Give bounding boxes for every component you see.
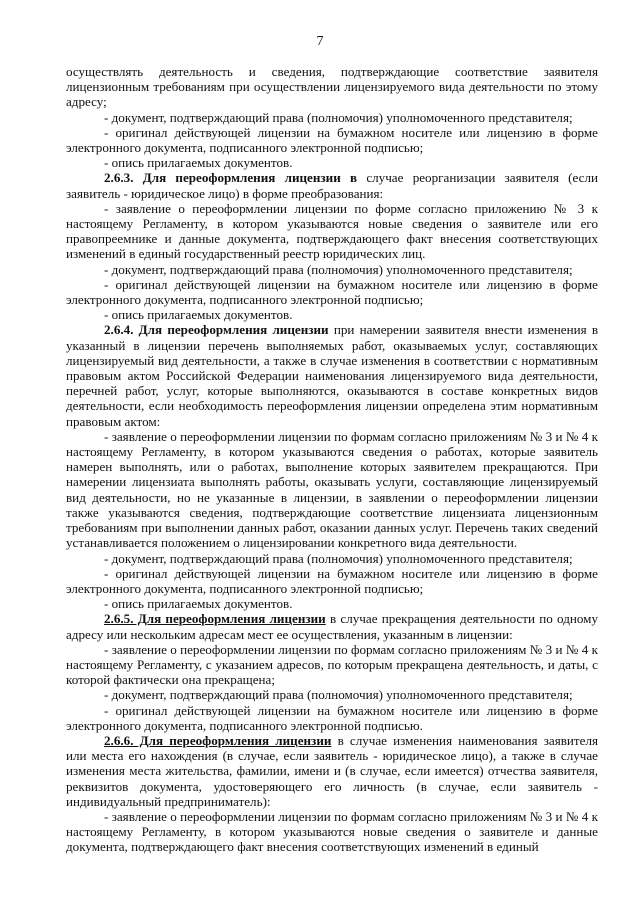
- paragraph-text: - заявление о переоформлении лицензии по формам согласно приложениям № 3 и № 4 к настоящему Регламенту, в котором указываются сведения о работах, которые заявитель намерен выполнять, или о работах, выполнение которых заявителем прекращаются. При намерении лицензиата выполнять работы, оказывать услуги, составляющие лицензируемый вид деятельности, но не указанные в лицензии, в заявлении о переоформлении лицензии также указываются сведения, подтверждающие соответствие лицензиата лицензионным требованиям при выполнении данных работ, оказании данных услуг. Перечень таких сведений устанавливается положением о лицензировании конкретного вида деятельности.: [66, 428, 598, 551]
- paragraph-text: случае реорганизации заявителя (если заявитель - юридическое лицо) в форме преобразования:: [66, 170, 598, 201]
- paragraph-text: - документ, подтверждающий права (полномочия) уполномоченного представителя;: [104, 261, 573, 277]
- paragraph: [66, 155, 598, 170]
- section-paragraph: [66, 733, 598, 809]
- section-heading: 2.6.5. Для переоформления лицензии: [104, 611, 326, 627]
- paragraph: [66, 110, 598, 125]
- section-paragraph: [66, 322, 598, 428]
- page-number: 7: [316, 34, 324, 49]
- paragraph: [66, 307, 598, 322]
- section-paragraph: [66, 611, 598, 641]
- paragraph-text: - опись прилагаемых документов.: [104, 307, 293, 323]
- paragraph-text: - оригинал действующей лицензии на бумажном носителе или лицензию в форме электронного документа, подписанного электронной подписью.: [66, 702, 598, 733]
- paragraph-text: при намерении заявителя внести изменения в указанный в лицензии перечень выполняемых работ, оказываемых услуг, составляющих лицензируемый вид деятельности, а также в случае изменения в соответствии с нормативным правовым актом Российской Федерации наименования лицензируемого вида деятельности, перечней работ, услуг, которые выполняются, оказываются в составе конкретных видов деятельности, если необходимость переоформления лицензии определена этим нормативным правовым актом:: [66, 322, 598, 429]
- paragraph: [66, 551, 598, 566]
- paragraph: [66, 642, 598, 688]
- paragraph: [66, 809, 598, 855]
- paragraph-text: - оригинал действующей лицензии на бумажном носителе или лицензию в форме электронного документа, подписанного электронной подписью;: [66, 565, 598, 596]
- paragraph-text: - документ, подтверждающий права (полномочия) уполномоченного представителя;: [104, 687, 573, 703]
- paragraph: [66, 566, 598, 596]
- paragraph: [66, 277, 598, 307]
- paragraph-text: - заявление о переоформлении лицензии по формам согласно приложениям № 3 и № 4 к настоящему Регламенту, в котором указываются новые сведения о заявителе и данные документа, подтверждающего факт внесения соответствующих изменений в единый: [66, 808, 598, 855]
- paragraph: [66, 687, 598, 702]
- paragraph-text: осуществлять деятельность и сведения, подтверждающие соответствие заявителя лицензионным требованиям при осуществлении лицензируемого вида деятельности по этому адресу;: [66, 64, 598, 110]
- paragraph-text: - опись прилагаемых документов.: [104, 596, 293, 612]
- paragraph: [66, 703, 598, 733]
- paragraph-text: в случае прекращения деятельности по одному адресу или нескольким адресам мест ее осуществления, указанным в лицензии:: [66, 611, 599, 642]
- section-heading: 2.6.6. Для переоформления лицензии: [104, 732, 332, 748]
- document-body: [66, 64, 598, 855]
- section-heading: 2.6.4. Для переоформления лицензии: [104, 322, 329, 338]
- paragraph: [66, 125, 598, 155]
- paragraph: [66, 429, 598, 551]
- paragraph-text: - опись прилагаемых документов.: [104, 155, 293, 171]
- paragraph: [66, 596, 598, 611]
- paragraph: [66, 64, 598, 110]
- paragraph-text: в случае изменения наименования заявителя или места его нахождения (в случае, если заявитель - юридическое лицо), а также в случае изменения места жительства, фамилии, имени и (в случае, если имеется) отчества заявителя, реквизитов документа, удостоверяющего его личность (в случае, если заявитель - индивидуальный предприниматель):: [66, 732, 598, 809]
- paragraph-text: - заявление о переоформлении лицензии по формам согласно приложениям № 3 и № 4 к настоящему Регламенту, с указанием адресов, по которым прекращена деятельность, и даты, с которой фактически она прекращена;: [66, 641, 598, 688]
- paragraph: [66, 262, 598, 277]
- paragraph: [66, 201, 598, 262]
- paragraph-text: - документ, подтверждающий права (полномочия) уполномоченного представителя;: [104, 109, 573, 125]
- section-heading: 2.6.3. Для переоформления лицензии в: [104, 170, 358, 186]
- paragraph-text: - заявление о переоформлении лицензии по форме согласно приложению № 3 к настоящему Регламенту, в котором указываются новые сведения о заявителе или его правопреемнике и данные документа, подтверждающего факт внесения соответствующих изменений в единый государственный реестр юридических лиц.: [66, 200, 598, 262]
- paragraph-text: - документ, подтверждающий права (полномочия) уполномоченного представителя;: [104, 550, 573, 566]
- section-paragraph: [66, 170, 598, 200]
- paragraph-text: - оригинал действующей лицензии на бумажном носителе или лицензию в форме электронного документа, подписанного электронной подписью;: [66, 124, 598, 156]
- paragraph-text: - оригинал действующей лицензии на бумажном носителе или лицензию в форме электронного документа, подписанного электронной подписью;: [66, 276, 598, 308]
